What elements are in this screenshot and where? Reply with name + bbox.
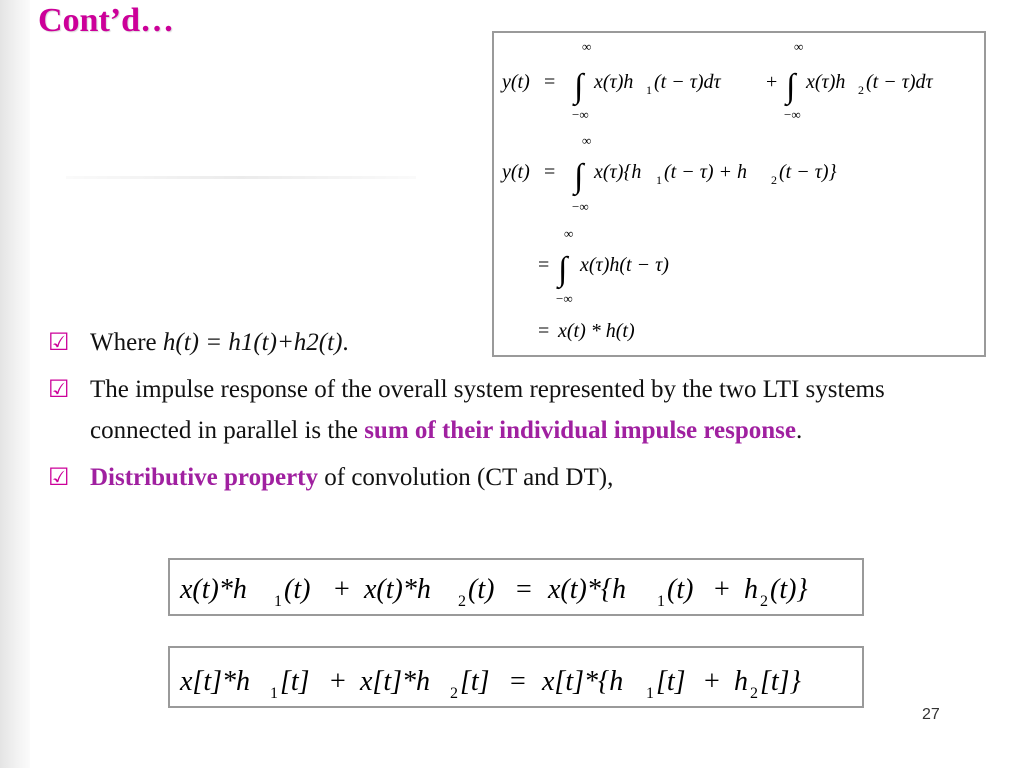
bullet-impulse-text: The impulse response of the overall system represented by the two LTI systems connected in parallel is the [90, 376, 885, 444]
svg-text:1: 1 [657, 593, 665, 610]
ct-equation-box [168, 558, 864, 616]
svg-text:[t]: [t] [460, 666, 490, 697]
svg-text:2: 2 [450, 685, 458, 702]
svg-text:+: + [704, 666, 720, 697]
svg-text:−∞: −∞ [556, 291, 573, 306]
svg-text:2: 2 [750, 685, 758, 702]
svg-text:−∞: −∞ [784, 107, 801, 122]
svg-text:1: 1 [646, 83, 652, 97]
svg-text:[t]}: [t]} [760, 666, 801, 697]
svg-text:y(t): y(t) [502, 161, 530, 183]
svg-text:+: + [330, 666, 346, 697]
svg-text:2: 2 [858, 83, 864, 97]
svg-text:y(t): y(t) [502, 71, 530, 93]
svg-text:∞: ∞ [582, 39, 592, 54]
slide-title: Cont’d… [38, 2, 175, 39]
equation-line-1 [500, 39, 934, 122]
svg-text:x[t]*h: x[t]*h [360, 666, 430, 697]
dt-equation [179, 666, 801, 702]
svg-text:∞: ∞ [794, 39, 804, 54]
page-number: 27 [922, 706, 940, 723]
svg-text:x[t]*{h: x[t]*{h [542, 666, 624, 697]
svg-text:−∞: −∞ [572, 107, 589, 122]
bullet-distributive-text: of convolution (CT and DT), [318, 464, 614, 491]
svg-text:(t − τ) + h: (t − τ) + h [664, 161, 748, 183]
dt-equation-box [168, 646, 864, 708]
checkbox-checked-icon: ☑ [48, 463, 70, 491]
bullet-where-prefix: Where [90, 329, 163, 356]
svg-text:1: 1 [646, 685, 654, 702]
svg-text:∞: ∞ [564, 226, 574, 241]
svg-text:1: 1 [270, 685, 278, 702]
svg-text:x(t) * h(t): x(t) * h(t) [558, 320, 635, 342]
svg-text:∞: ∞ [582, 133, 592, 148]
svg-text:+: + [766, 71, 778, 93]
svg-text:∫: ∫ [574, 158, 584, 195]
svg-text:=: = [544, 161, 556, 183]
svg-text:[t]: [t] [280, 666, 310, 697]
svg-text:x(τ){h: x(τ){h [594, 161, 642, 183]
svg-text:=: = [516, 574, 532, 605]
svg-text:x(t)*{h: x(t)*{h [548, 574, 627, 605]
svg-text:+: + [714, 574, 730, 605]
svg-text:2: 2 [771, 173, 777, 187]
equations-box [492, 31, 986, 357]
svg-text:=: = [510, 666, 526, 697]
svg-text:(t − τ)dτ: (t − τ)dτ [866, 71, 933, 93]
bullet-list [48, 322, 988, 504]
decorative-line [66, 176, 416, 179]
svg-text:(t): (t) [468, 574, 495, 605]
svg-text:−∞: −∞ [572, 199, 589, 214]
svg-text:h: h [744, 574, 758, 605]
ct-equation [179, 574, 808, 610]
svg-text:x(t)*h: x(t)*h [364, 574, 431, 605]
svg-text:(t − τ)}: (t − τ)} [779, 161, 837, 183]
ct-equation-drawing [170, 560, 862, 614]
bullet-impulse-highlight: sum of their individual impulse response [364, 417, 797, 444]
bullet-where [48, 322, 988, 363]
svg-text:x(τ)h: x(τ)h [594, 71, 634, 93]
bullet-distributive [48, 457, 988, 498]
svg-text:(t − τ)dτ: (t − τ)dτ [654, 71, 721, 93]
svg-text:∫: ∫ [786, 68, 796, 105]
equation-line-3 [538, 226, 669, 306]
svg-text:[t]: [t] [656, 666, 686, 697]
slide-left-bar [0, 0, 30, 768]
svg-text:(t)}: (t)} [770, 574, 808, 605]
bullet-impulse-response [48, 369, 988, 451]
bullet-where-formula: h(t) = h1(t)+h2(t) [162, 329, 343, 356]
equations-drawing [494, 33, 984, 355]
svg-text:x(t)*h: x(t)*h [180, 574, 247, 605]
checkbox-checked-icon: ☑ [48, 375, 70, 403]
svg-text:=: = [538, 320, 550, 342]
svg-text:1: 1 [656, 173, 662, 187]
svg-text:=: = [538, 254, 550, 276]
svg-text:∫: ∫ [574, 68, 584, 105]
svg-text:+: + [334, 574, 350, 605]
svg-text:x(τ)h: x(τ)h [806, 71, 846, 93]
svg-text:(t): (t) [284, 574, 311, 605]
svg-text:h: h [734, 666, 748, 697]
svg-text:1: 1 [274, 593, 282, 610]
dt-equation-drawing [170, 648, 862, 706]
bullet-impulse-suffix: . [796, 417, 803, 444]
svg-text:2: 2 [760, 593, 768, 610]
svg-text:∫: ∫ [558, 251, 568, 288]
svg-text:=: = [544, 71, 556, 93]
bullet-distributive-highlight: Distributive property [90, 464, 318, 491]
svg-text:x[t]*h: x[t]*h [180, 666, 250, 697]
svg-text:2: 2 [458, 593, 466, 610]
equation-line-2 [500, 133, 837, 214]
checkbox-checked-icon: ☑ [48, 328, 70, 356]
svg-text:(t): (t) [667, 574, 694, 605]
svg-text:x(τ)h(t − τ): x(τ)h(t − τ) [580, 254, 669, 276]
bullet-where-suffix: . [342, 329, 349, 356]
